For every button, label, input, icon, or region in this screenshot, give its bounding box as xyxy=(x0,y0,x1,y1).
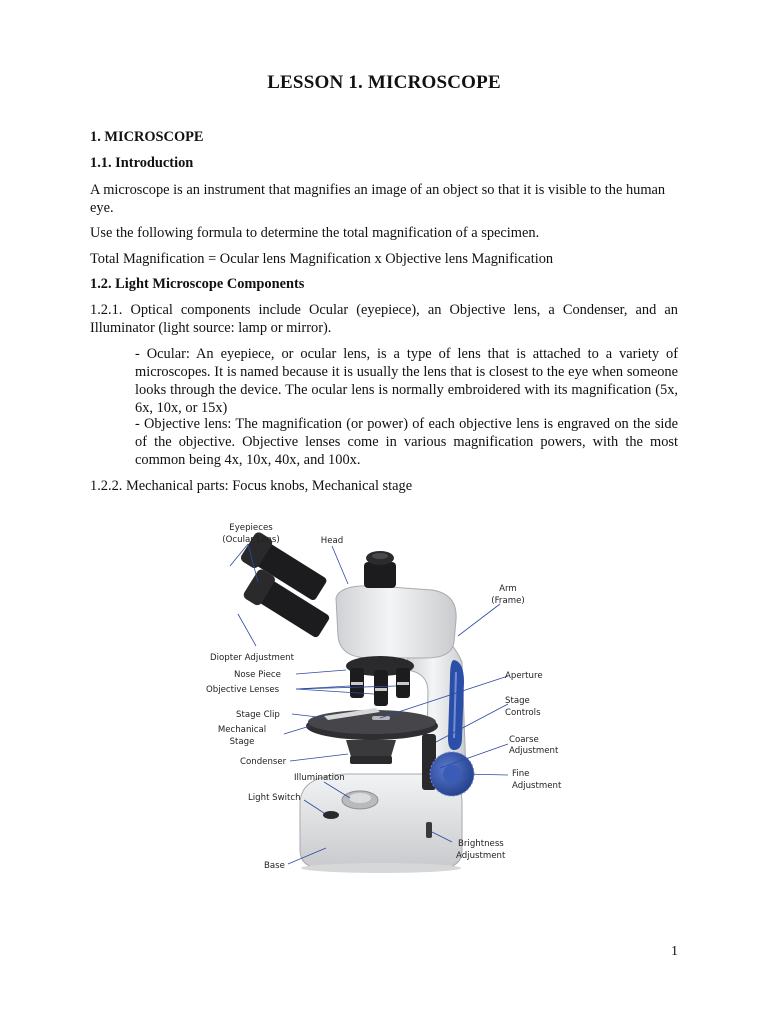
label-stage: Stage xyxy=(505,696,530,706)
label-mechanical: Mechanical xyxy=(217,725,267,735)
intro-heading: 1.1. Introduction xyxy=(90,155,194,171)
label-controls: Controls xyxy=(505,708,541,718)
brightness-dial xyxy=(426,822,432,838)
camera-port xyxy=(364,562,396,588)
fine-adjustment-knob xyxy=(443,765,461,783)
page-number: 1 xyxy=(671,944,678,959)
label-base: Base xyxy=(264,861,285,871)
section-heading: 1. MICROSCOPE xyxy=(90,129,204,145)
label-coarse: Coarse xyxy=(509,735,539,745)
label-diopter-adjustment: Diopter Adjustment xyxy=(210,653,294,663)
label-eyepieces: Eyepieces xyxy=(229,523,273,533)
lesson-title: LESSON 1. MICROSCOPE xyxy=(267,72,501,93)
label-head: Head xyxy=(320,536,344,546)
objective-bullet: - Objective lens: The magnification (or power) of each objective lens is engraved on the side of the objective. Objective lenses come in various magnification powers, with the most common being 4x, 10x, 40x, and 100x. xyxy=(135,416,678,468)
label-frame: (Frame) xyxy=(491,596,525,606)
label-fine-adjustment: Adjustment xyxy=(512,781,562,791)
label-brightness-adjustment: Adjustment xyxy=(456,851,506,861)
label-aperture: Aperture xyxy=(505,671,543,681)
label-condenser: Condenser xyxy=(240,757,287,767)
label-illumination: Illumination xyxy=(294,773,345,783)
formula: Total Magnification = Ocular lens Magnification x Objective lens Magnification xyxy=(90,251,554,267)
ocular-bullet: - Ocular: An eyepiece, or ocular lens, is a type of lens that is attached to a variety of microscopes. It is named because it is usually the lens that is closest to the eye when someone looks through the device. The ocular lens is normally embroidered with its magnification (5x, 6x, 10x, or 15x) xyxy=(135,346,678,416)
microscope-head xyxy=(336,586,456,658)
eyepieces xyxy=(223,531,349,643)
mechanical-paragraph: 1.2.2. Mechanical parts: Focus knobs, Mechanical stage xyxy=(90,478,413,494)
label-nose-piece: Nose Piece xyxy=(234,670,281,680)
label-coarse-adjustment: Adjustment xyxy=(509,746,559,756)
light-switch-icon xyxy=(323,811,339,819)
optical-paragraph: 1.2.1. Optical components include Ocular (eyepiece), an Objective lens, a Condenser, and an Illuminator (light source: lamp or mirror). xyxy=(90,302,678,336)
label-stage-clip: Stage Clip xyxy=(236,710,280,720)
label-ocular-lens: (Ocular Lens) xyxy=(222,535,280,545)
label-arm: Arm xyxy=(499,584,517,594)
intro-paragraph: A microscope is an instrument that magnifies an image of an object so that it is visible to the human eye. xyxy=(90,182,666,216)
label-objective-lenses: Objective Lenses xyxy=(206,685,280,695)
microscope-figure xyxy=(200,512,570,882)
label-mechanical-stage: Stage xyxy=(229,737,255,747)
formula-intro: Use the following formula to determine the total magnification of a specimen. xyxy=(90,225,540,241)
label-fine: Fine xyxy=(512,769,530,779)
label-brightness: Brightness xyxy=(458,839,504,849)
label-light-switch: Light Switch xyxy=(248,793,301,803)
components-heading: 1.2. Light Microscope Components xyxy=(90,276,305,292)
